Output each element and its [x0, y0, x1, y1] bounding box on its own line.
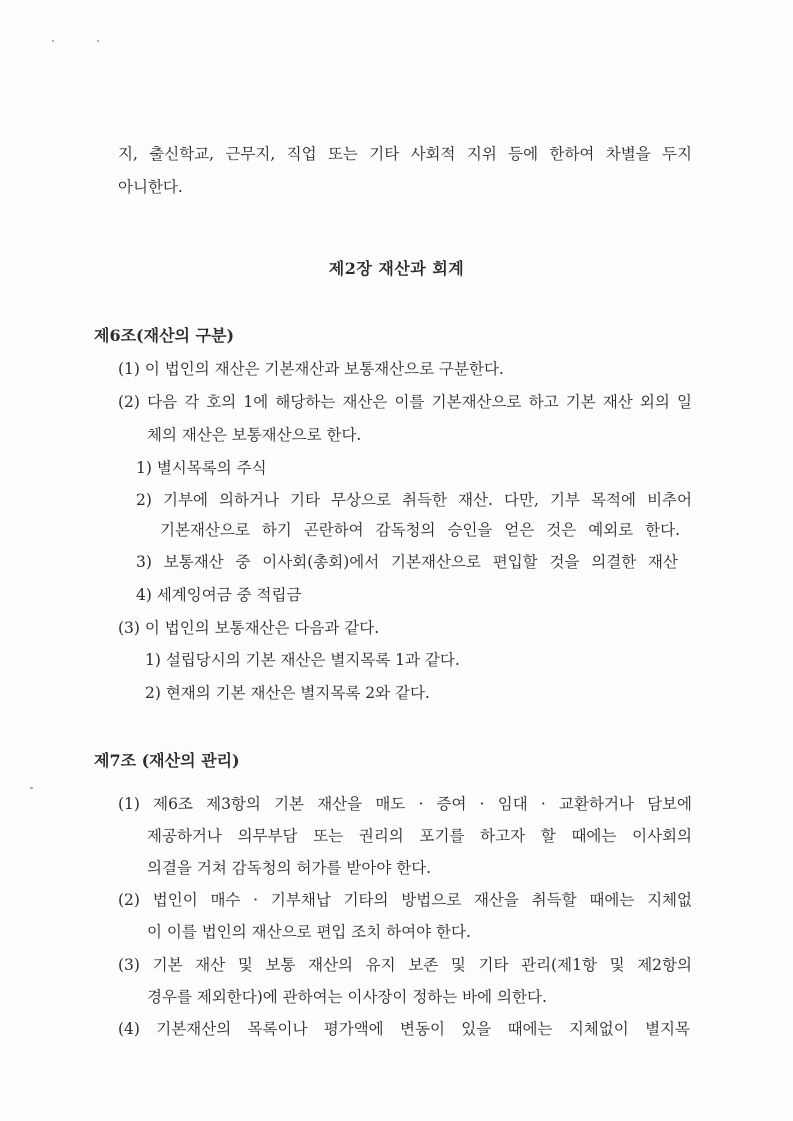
scan-speck [97, 40, 99, 42]
article6-line: 3) 보통재산 중 이사회(총회)에서 기본재산으로 편입할 것을 의결한 재산 [136, 553, 678, 571]
article6-line: 1) 설립당시의 기본 재산은 별지목록 1과 같다. [145, 651, 460, 669]
article7-line: 의결을 거쳐 감독청의 허가를 받아야 한다. [147, 859, 432, 877]
article7-line: (4) 기본재산의 목록이나 평가액에 변동이 있을 때에는 지체없이 별지목 [118, 1020, 690, 1038]
article6-line: 2) 기부에 의하거나 기타 무상으로 취득한 재산. 다만, 기부 목적에 비추어 [136, 491, 692, 509]
article6-line: 1) 별시목록의 주식 [136, 459, 267, 477]
continuation-line: 아니한다. [118, 178, 183, 196]
article6-line: 2) 현재의 기본 재산은 별지목록 2와 같다. [145, 684, 430, 702]
article6-line: (2) 다음 각 호의 1에 해당하는 재산은 이를 기본재산으로 하고 기본 재산 외의 일 [118, 393, 692, 411]
scan-speck [30, 787, 33, 789]
article7-line: (1) 제6조 제3항의 기본 재산을 매도 · 증여 · 임대 · 교환하거나 담보에 [118, 795, 692, 813]
article6-line: (3) 이 법인의 보통재산은 다음과 같다. [118, 619, 380, 637]
article7-line: 이 이를 법인의 재산으로 편입 조치 하여야 한다. [147, 923, 471, 941]
chapter-title: 제2장 재산과 회계 [328, 259, 465, 278]
article6-line: (1) 이 법인의 재산은 기본재산과 보통재산으로 구분한다. [118, 360, 504, 378]
article7-line: (3) 기본 재산 및 보통 재산의 유지 보존 및 기타 관리(제1항 및 제2항의 [118, 956, 692, 974]
article7-heading: 제7조 (재산의 관리) [94, 751, 240, 770]
scan-speck [52, 40, 54, 42]
article7-line: 제공하거나 의무부담 또는 권리의 포기를 하고자 할 때에는 이사회의 [147, 827, 692, 845]
continuation-line: 지, 출신학교, 근무지, 직업 또는 기타 사회적 지위 등에 한하여 차별을 두지 [118, 145, 692, 163]
article7-line: (2) 법인이 매수 · 기부채납 기타의 방법으로 재산을 취득할 때에는 지체없 [118, 891, 692, 909]
article6-line: 체의 재산은 보통재산으로 한다. [147, 426, 362, 444]
article6-heading: 제6조(재산의 구분) [94, 326, 235, 345]
article7-line: 경우를 제외한다)에 관하여는 이사장이 정하는 바에 의한다. [147, 988, 547, 1006]
article6-line: 4) 세계잉여금 중 적립금 [136, 586, 302, 604]
article6-line: 기본재산으로 하기 곤란하여 감독청의 승인을 얻은 것은 예외로 한다. [160, 521, 680, 539]
